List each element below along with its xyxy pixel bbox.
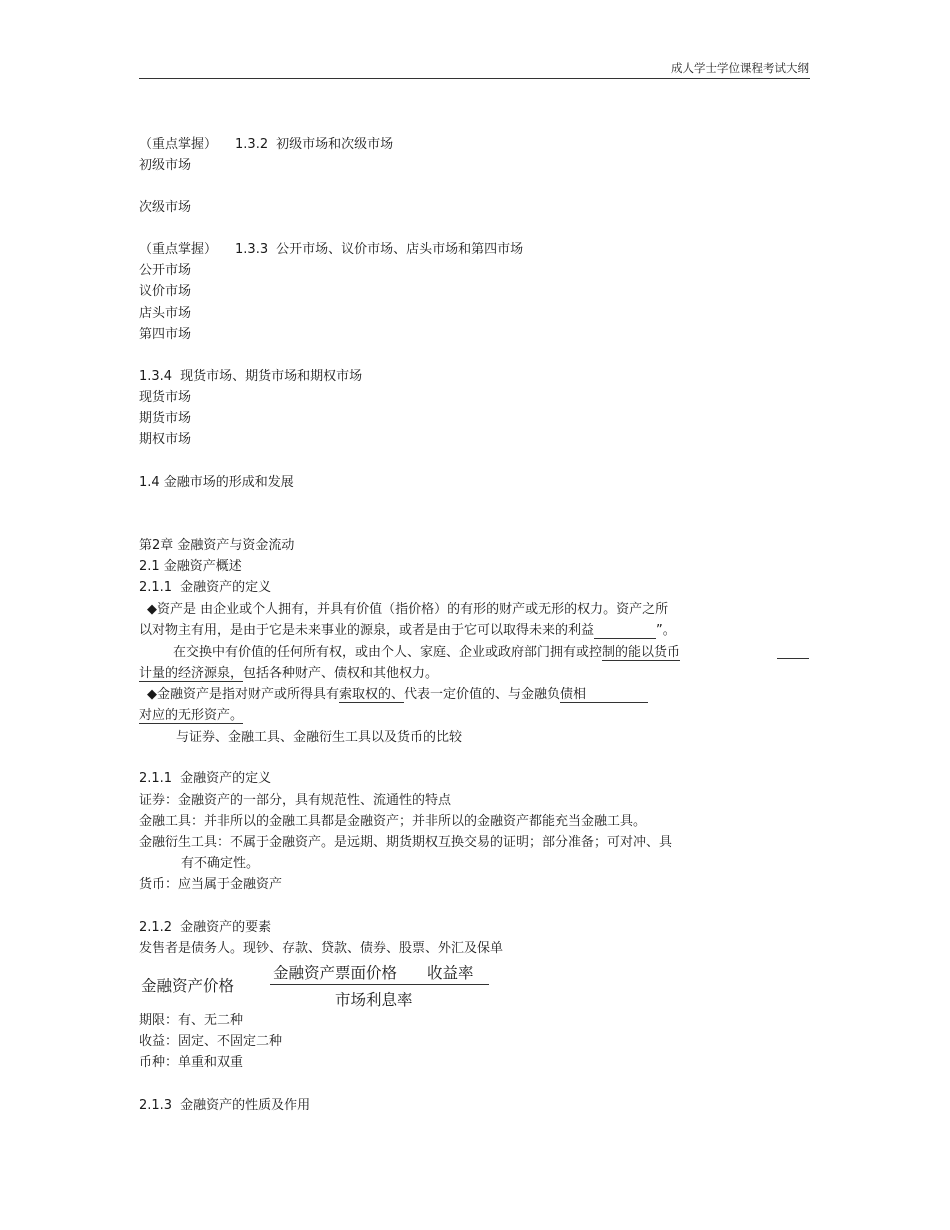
section-2-1-heading: 2.1 金融资产概述	[139, 559, 242, 574]
section-1-3-2-heading	[139, 137, 393, 153]
section-title: 公开市场、议价市场、店头市场和第四市场	[276, 242, 524, 257]
issuer-line: 发售者是债务人。现钞、存款、贷款、债券、股票、外汇及保单	[139, 941, 504, 956]
section-title: 金融资产的性质及作用	[180, 1098, 311, 1113]
asset-definition-line-3	[173, 645, 680, 661]
underlined-text: 制的能以货币	[602, 645, 681, 660]
yield-line: 收益：固定、不固定二种	[139, 1034, 283, 1049]
term-line: 期限：有、无二种	[139, 1013, 244, 1028]
section-1-3-4-heading	[139, 369, 362, 385]
otc-market-line: 店头市场	[139, 306, 192, 321]
negotiated-market-line: 议价市场	[139, 284, 192, 299]
futures-market-line: 期货市场	[139, 411, 192, 426]
price-formula	[139, 960, 519, 1012]
numerator-term-2: 收益率	[427, 964, 474, 982]
numerator-term-1: 金融资产票面价格	[273, 964, 398, 982]
key-point-tag: （重点掌握）	[139, 242, 218, 257]
secondary-market-line: 次级市场	[139, 200, 192, 215]
currency-type-line: 币种：单重和双重	[139, 1055, 244, 1070]
derivatives-line-1: 金融衍生工具：不属于金融资产。是远期、期货期权互换交易的证明；部分准备；可对冲、具	[139, 835, 673, 850]
fill-blank	[586, 689, 648, 703]
securities-line: 证券：金融资产的一部分，具有规范性、流通性的特点	[139, 793, 452, 808]
underlined-text: 索取权的、	[339, 687, 405, 702]
primary-market-line: 初级市场	[139, 158, 192, 173]
financial-asset-definition-line-2	[139, 708, 243, 724]
section-2-1-2-heading	[139, 920, 271, 936]
formula-lhs: 金融资产价格	[141, 977, 235, 995]
open-market-line: 公开市场	[139, 263, 192, 278]
fill-blank	[594, 625, 656, 639]
underlined-text: 债相	[560, 687, 587, 702]
underlined-text: 经济源泉，	[178, 666, 244, 681]
underlined-text: 对应	[139, 708, 166, 723]
section-title: 金融资产的要素	[180, 920, 272, 935]
formula-denominator: 市场利息率	[335, 991, 413, 1009]
key-point-tag: （重点掌握）	[139, 137, 218, 152]
formula-numerator	[273, 961, 474, 983]
section-2-1-1-heading	[139, 580, 271, 596]
section-number: 2.1.2	[139, 920, 173, 935]
section-number: 2.1.3	[139, 1098, 173, 1113]
asset-definition-line-2	[139, 623, 676, 639]
spot-market-line: 现货市场	[139, 390, 192, 405]
text-run: 包括各种财产、债权和其他权力。	[243, 666, 439, 681]
underlined-text: 计量的	[139, 666, 179, 681]
financial-asset-definition-line-1	[147, 687, 648, 703]
section-1-3-3-heading	[139, 242, 523, 258]
underlined-text: 的无形资产。	[165, 708, 244, 723]
section-number: 1.3.3	[235, 242, 269, 257]
section-title: 初级市场和次级市场	[276, 137, 394, 152]
currency-line: 货币：应当属于金融资产	[139, 877, 283, 892]
chapter-2-heading: 第2章 金融资产与资金流动	[139, 538, 295, 553]
text-run: 以对物主有用，是由于它是未来事业的源泉，或者是由于它可以取得未来的利益	[139, 623, 595, 638]
derivatives-line-2: 有不确定性。	[181, 856, 260, 871]
comparison-line: 与证券、金融工具、金融衍生工具以及货币的比较	[176, 730, 463, 745]
header-rule	[139, 78, 810, 79]
section-title: 金融资产的定义	[180, 580, 272, 595]
section-number: 1.3.2	[235, 137, 269, 152]
options-market-line: 期权市场	[139, 432, 192, 447]
section-title: 现货市场、期货市场和期权市场	[180, 369, 363, 384]
section-2-1-1-repeat-heading	[139, 771, 271, 787]
section-1-4-heading: 1.4 金融市场的形成和发展	[139, 475, 294, 490]
fill-blank	[777, 645, 809, 659]
section-number: 2.1.1	[139, 580, 173, 595]
page-header-title: 成人学士学位课程考试大纲	[671, 61, 809, 75]
asset-definition-line-1: ◆资产是 由企业或个人拥有，并具有价值（指价格）的有形的财产或无形的权力。资产之所	[147, 602, 669, 617]
text-run: ◆金融资产是指对财产或所得具有	[147, 687, 339, 702]
text-run: 在交换中有价值的任何所有权，或由个人、家庭、企业或政府部门拥有或控	[173, 645, 603, 660]
section-number: 1.3.4	[139, 369, 173, 384]
text-run: 代表一定价值的、与金融负	[404, 687, 561, 702]
section-number: 2.1.1	[139, 771, 173, 786]
section-title: 金融资产的定义	[180, 771, 272, 786]
fourth-market-line: 第四市场	[139, 327, 192, 342]
text-run: ”。	[656, 623, 676, 638]
section-2-1-3-heading	[139, 1098, 310, 1114]
fraction-bar	[270, 984, 489, 985]
instruments-line: 金融工具：并非所以的金融工具都是金融资产；并非所以的金融资产都能充当金融工具。	[139, 814, 647, 829]
asset-definition-line-4	[139, 666, 438, 682]
